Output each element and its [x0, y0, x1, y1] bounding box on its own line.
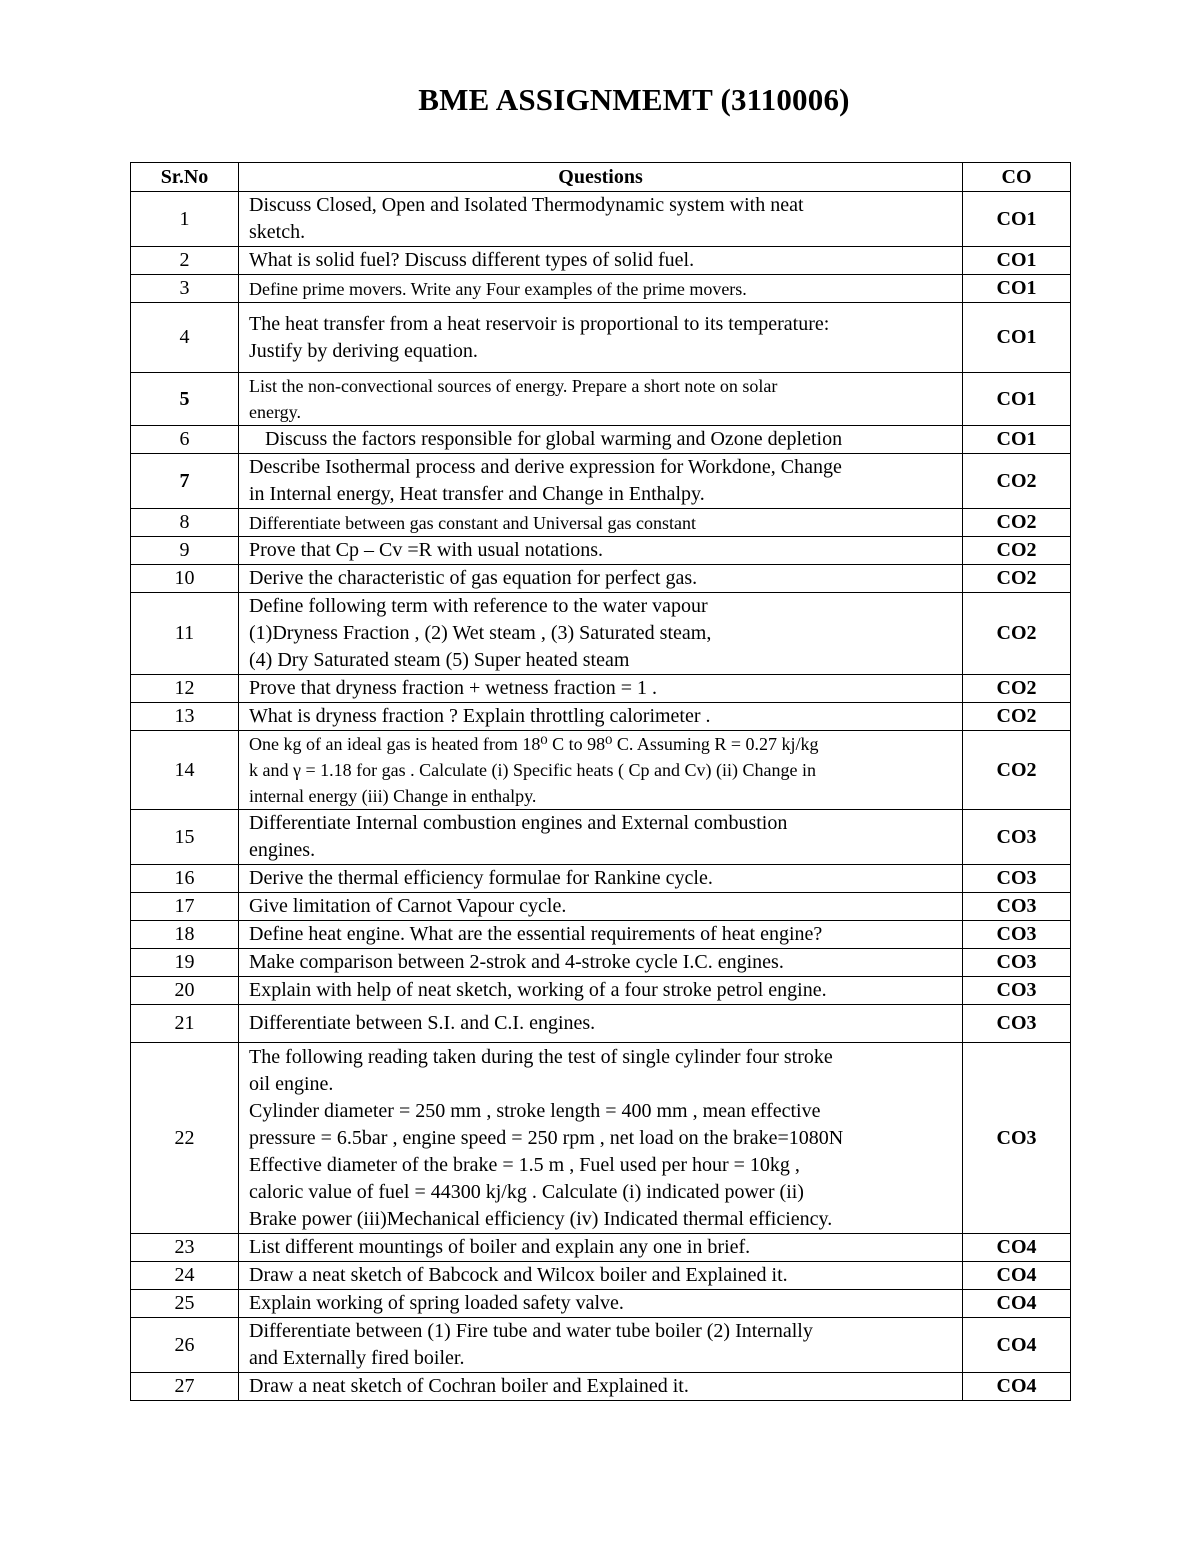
question-line: Discuss Closed, Open and Isolated Thermodynamic system with neat — [249, 194, 804, 216]
row-co: CO3 — [963, 893, 1071, 921]
row-co: CO1 — [963, 275, 1071, 303]
question-line: Derive the thermal efficiency formulae for Rankine cycle. — [249, 867, 713, 889]
row-co: CO4 — [963, 1290, 1071, 1318]
question-line: The following reading taken during the test of single cylinder four stroke — [249, 1045, 833, 1068]
question-line: sketch. — [249, 221, 306, 243]
question-line: Define heat engine. What are the essential requirements of heat engine? — [249, 923, 823, 945]
row-co: CO2 — [963, 565, 1071, 593]
row-co: CO4 — [963, 1318, 1071, 1373]
question-line: in Internal energy, Heat transfer and Change in Enthalpy. — [249, 483, 705, 505]
row-question — [239, 1262, 963, 1290]
row-question — [239, 426, 963, 454]
question-line: Differentiate between S.I. and C.I. engines. — [249, 1012, 596, 1034]
row-co: CO2 — [963, 731, 1071, 810]
row-question — [239, 454, 963, 509]
question-line: Justify by deriving equation. — [249, 339, 478, 362]
question-line: and Externally fired boiler. — [249, 1347, 465, 1369]
row-co: CO1 — [963, 192, 1071, 247]
row-question — [239, 1043, 963, 1234]
row-co: CO2 — [963, 509, 1071, 537]
row-sr-no: 18 — [131, 921, 239, 949]
row-co: CO2 — [963, 537, 1071, 565]
question-line: List different mountings of boiler and explain any one in brief. — [249, 1236, 751, 1258]
question-line: Draw a neat sketch of Babcock and Wilcox boiler and Explained it. — [249, 1264, 788, 1286]
question-line: oil engine. — [249, 1072, 334, 1095]
question-line: Differentiate Internal combustion engines and External combustion — [249, 812, 788, 834]
table-row — [131, 565, 1071, 593]
row-question — [239, 675, 963, 703]
row-co: CO2 — [963, 454, 1071, 509]
row-question — [239, 247, 963, 275]
row-co: CO3 — [963, 921, 1071, 949]
row-question — [239, 565, 963, 593]
question-line: Explain with help of neat sketch, working of a four stroke petrol engine. — [249, 979, 827, 1001]
table-row — [131, 509, 1071, 537]
row-sr-no: 1 — [131, 192, 239, 247]
question-line: energy. — [249, 402, 301, 422]
question-line: Cylinder diameter = 250 mm , stroke length = 400 mm , mean effective — [249, 1099, 821, 1122]
question-line: engines. — [249, 839, 316, 861]
table-row — [131, 810, 1071, 865]
row-question — [239, 1005, 963, 1043]
table-row — [131, 1318, 1071, 1373]
question-line: Prove that Cp – Cv =R with usual notations. — [249, 539, 604, 561]
question-line: Differentiate between (1) Fire tube and water tube boiler (2) Internally — [249, 1320, 813, 1342]
row-sr-no: 20 — [131, 977, 239, 1005]
page-title: BME ASSIGNMEMT (3110006) — [418, 82, 850, 117]
question-line: Draw a neat sketch of Cochran boiler and Explained it. — [249, 1375, 689, 1397]
table-row — [131, 1043, 1071, 1234]
row-co: CO4 — [963, 1262, 1071, 1290]
row-sr-no: 23 — [131, 1234, 239, 1262]
row-sr-no: 26 — [131, 1318, 239, 1373]
row-co: CO2 — [963, 593, 1071, 675]
row-co: CO3 — [963, 810, 1071, 865]
row-co: CO2 — [963, 703, 1071, 731]
row-sr-no: 11 — [131, 593, 239, 675]
table-row — [131, 275, 1071, 303]
row-sr-no: 16 — [131, 865, 239, 893]
question-line: Give limitation of Carnot Vapour cycle. — [249, 895, 567, 917]
question-line: Prove that dryness fraction + wetness fraction = 1 . — [249, 677, 658, 699]
table-row — [131, 537, 1071, 565]
question-line: What is dryness fraction ? Explain throttling calorimeter . — [249, 705, 711, 727]
row-co: CO3 — [963, 865, 1071, 893]
question-line: Differentiate between gas constant and Universal gas constant — [249, 512, 697, 533]
row-sr-no: 25 — [131, 1290, 239, 1318]
row-co: CO4 — [963, 1234, 1071, 1262]
questions-table — [130, 162, 1071, 1401]
table-header-row — [131, 163, 1071, 192]
row-sr-no: 13 — [131, 703, 239, 731]
row-sr-no: 19 — [131, 949, 239, 977]
question-line: Define following term with reference to the water vapour — [249, 595, 708, 617]
question-line: pressure = 6.5bar , engine speed = 250 rpm , net load on the brake=1080N — [249, 1126, 844, 1149]
question-line: Discuss the factors responsible for global warming and Ozone depletion — [265, 428, 843, 450]
row-question — [239, 192, 963, 247]
question-line: Explain working of spring loaded safety valve. — [249, 1292, 624, 1314]
row-question — [239, 373, 963, 426]
table-row — [131, 675, 1071, 703]
table-row — [131, 373, 1071, 426]
header-questions: Questions — [239, 163, 963, 192]
row-question — [239, 810, 963, 865]
row-question — [239, 303, 963, 373]
row-sr-no: 10 — [131, 565, 239, 593]
table-row — [131, 1373, 1071, 1401]
row-co: CO3 — [963, 1043, 1071, 1234]
table-row — [131, 977, 1071, 1005]
row-sr-no: 5 — [131, 373, 239, 426]
row-question — [239, 893, 963, 921]
table-row — [131, 1234, 1071, 1262]
row-sr-no: 22 — [131, 1043, 239, 1234]
table-row — [131, 303, 1071, 373]
row-question — [239, 865, 963, 893]
question-line: Describe Isothermal process and derive expression for Workdone, Change — [249, 456, 842, 478]
question-line: Derive the characteristic of gas equation for perfect gas. — [249, 567, 698, 589]
table-row — [131, 949, 1071, 977]
table-row — [131, 426, 1071, 454]
question-line: Effective diameter of the brake = 1.5 m , Fuel used per hour = 10kg , — [249, 1153, 800, 1176]
row-sr-no: 14 — [131, 731, 239, 810]
row-co: CO3 — [963, 1005, 1071, 1043]
row-co: CO1 — [963, 373, 1071, 426]
row-sr-no: 2 — [131, 247, 239, 275]
table-row — [131, 1290, 1071, 1318]
row-question — [239, 1290, 963, 1318]
question-line: Make comparison between 2-strok and 4-stroke cycle I.C. engines. — [249, 951, 784, 973]
question-line: What is solid fuel? Discuss different types of solid fuel. — [249, 249, 695, 271]
row-sr-no: 12 — [131, 675, 239, 703]
table-row — [131, 593, 1071, 675]
question-line: The heat transfer from a heat reservoir is proportional to its temperature: — [249, 312, 830, 335]
row-co: CO3 — [963, 977, 1071, 1005]
table-row — [131, 1262, 1071, 1290]
row-question — [239, 275, 963, 303]
question-line: internal energy (iii) Change in enthalpy. — [249, 786, 537, 806]
question-line: (1)Dryness Fraction , (2) Wet steam , (3) Saturated steam, — [249, 622, 712, 644]
row-co: CO1 — [963, 303, 1071, 373]
row-sr-no: 27 — [131, 1373, 239, 1401]
row-question — [239, 977, 963, 1005]
table-row — [131, 921, 1071, 949]
table-row — [131, 454, 1071, 509]
question-line: Define prime movers. Write any Four examples of the prime movers. — [249, 278, 747, 299]
table-row — [131, 703, 1071, 731]
row-question — [239, 703, 963, 731]
row-question — [239, 593, 963, 675]
question-line: List the non-convectional sources of energy. Prepare a short note on solar — [249, 376, 778, 396]
row-question — [239, 921, 963, 949]
row-co: CO2 — [963, 675, 1071, 703]
row-question — [239, 1373, 963, 1401]
table-row — [131, 731, 1071, 810]
row-question — [239, 1318, 963, 1373]
row-question — [239, 731, 963, 810]
row-sr-no: 7 — [131, 454, 239, 509]
question-line: (4) Dry Saturated steam (5) Super heated steam — [249, 649, 630, 671]
row-sr-no: 8 — [131, 509, 239, 537]
question-line: Brake power (iii)Mechanical efficiency (iv) Indicated thermal efficiency. — [249, 1207, 833, 1230]
question-line: One kg of an ideal gas is heated from 18⁰ C to 98⁰ C. Assuming R = 0.27 kj/kg — [249, 734, 819, 754]
table-row — [131, 247, 1071, 275]
row-sr-no: 21 — [131, 1005, 239, 1043]
question-line: caloric value of fuel = 44300 kj/kg . Calculate (i) indicated power (ii) — [249, 1180, 804, 1203]
row-sr-no: 6 — [131, 426, 239, 454]
row-co: CO1 — [963, 426, 1071, 454]
row-sr-no: 4 — [131, 303, 239, 373]
row-sr-no: 9 — [131, 537, 239, 565]
row-question — [239, 537, 963, 565]
table-row — [131, 1005, 1071, 1043]
row-question — [239, 1234, 963, 1262]
table-row — [131, 192, 1071, 247]
row-sr-no: 24 — [131, 1262, 239, 1290]
question-line: k and γ = 1.18 for gas . Calculate (i) Specific heats ( Cp and Cv) (ii) Change in — [249, 760, 816, 780]
row-sr-no: 15 — [131, 810, 239, 865]
row-co: CO4 — [963, 1373, 1071, 1401]
row-question — [239, 949, 963, 977]
row-co: CO1 — [963, 247, 1071, 275]
header-co: CO — [963, 163, 1071, 192]
row-sr-no: 17 — [131, 893, 239, 921]
row-co: CO3 — [963, 949, 1071, 977]
row-question — [239, 509, 963, 537]
table-row — [131, 893, 1071, 921]
table-row — [131, 865, 1071, 893]
header-sr-no: Sr.No — [131, 163, 239, 192]
row-sr-no: 3 — [131, 275, 239, 303]
